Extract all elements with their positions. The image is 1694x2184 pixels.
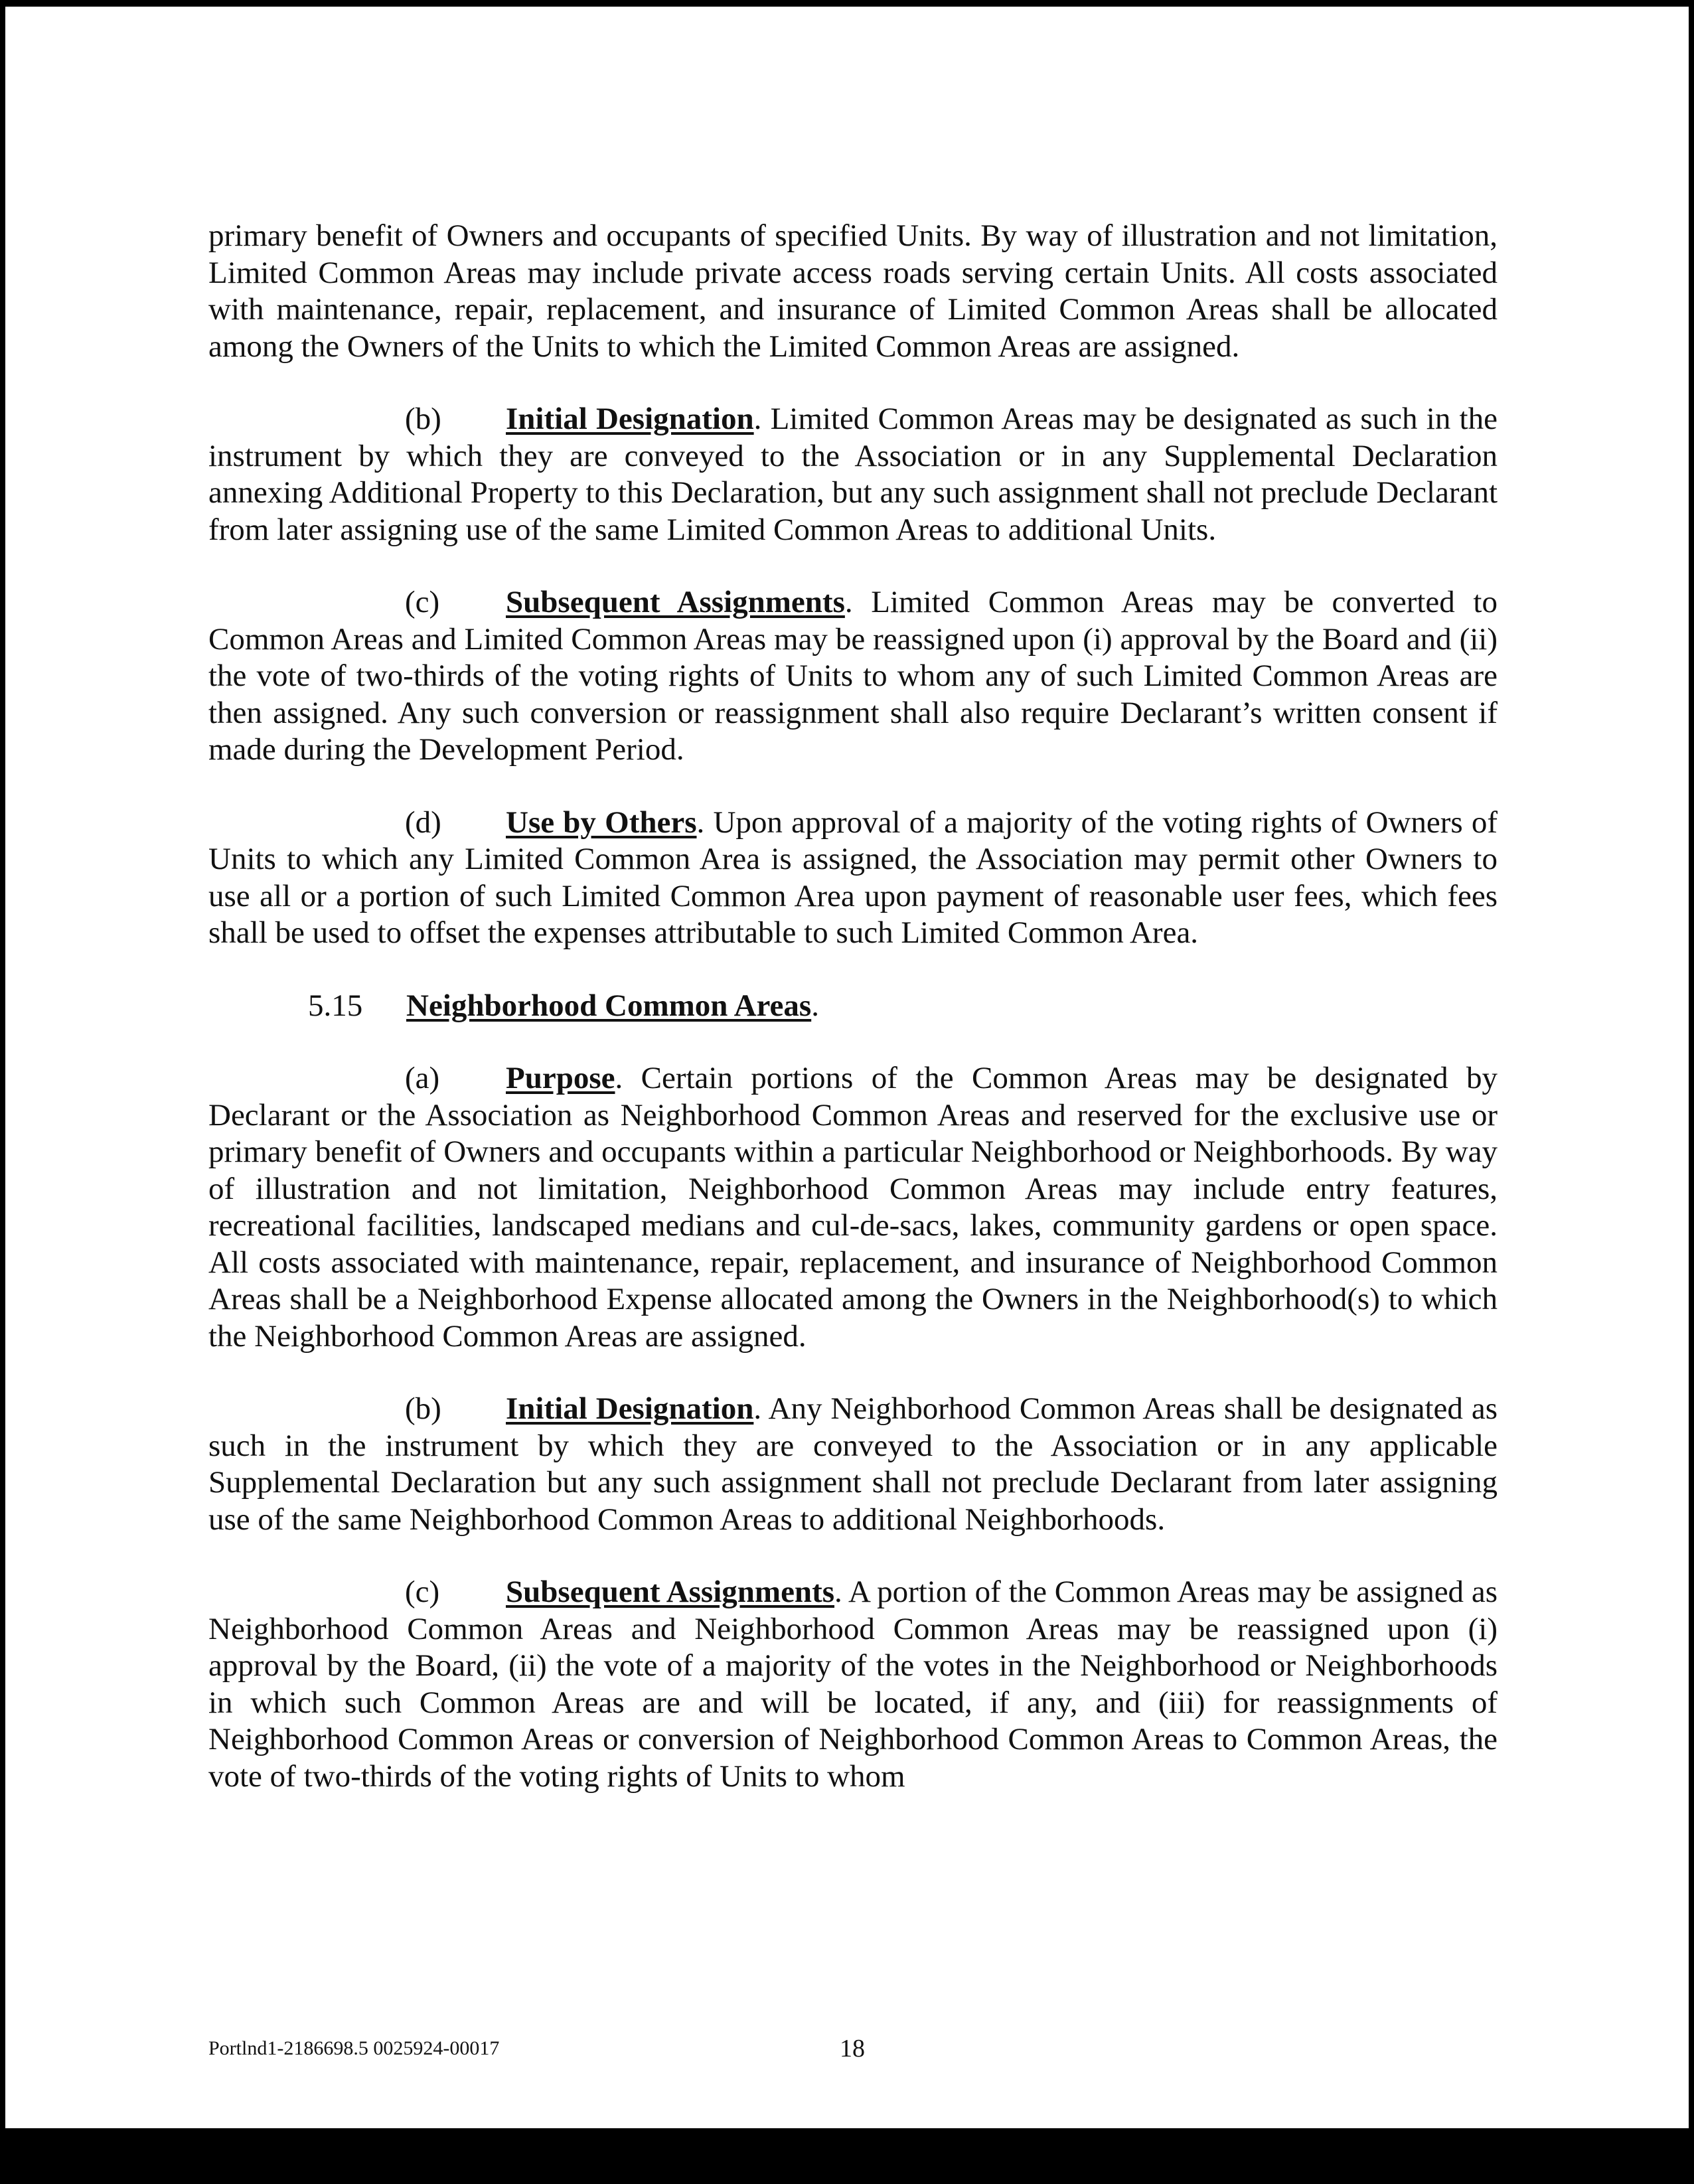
section-number: 5.15 (308, 988, 363, 1023)
paragraph-label: (c) (405, 585, 440, 619)
scan-border-left (0, 0, 5, 2184)
paragraph-text: . Certain portions of the Common Areas may be designated by Declarant or the Association as Neighborhood Common Areas and reserved for the exclusive use or primary benefit of Owners and occupants within a particular Neighborhood or Neighborhoods. By way of illustration and not limitation, Neighborhood Common Areas may include entry features, recreational facilities, landscaped medians and cul-de-sacs, lakes, community gardens or open space. All costs associated with maintenance, repair, replacement, and insurance of Neighborhood Common Areas shall be a Neighborhood Expense allocated among the Owners in the Neighborhood(s) to which the Neighborhood Common Areas are assigned. (208, 1061, 1498, 1354)
paragraph-label: (b) (405, 402, 441, 436)
paragraph-heading: Subsequent Assignments (506, 1575, 835, 1609)
paragraph-b-initial-designation (208, 401, 1498, 548)
scan-border-bottom (0, 2128, 1694, 2184)
scan-border-right (1689, 0, 1694, 2184)
scan-border-top (0, 0, 1694, 7)
paragraph-text: . Upon approval of a majority of the voting rights of Owners of Units to which any Limited Common Area is assigned, the Association may permit other Owners to use all or a portion of such Limited Common Area upon payment of reasonable user fees, which fees shall be used to offset the expenses attributable to such Limited Common Area. (208, 805, 1498, 950)
paragraph-label: (a) (405, 1061, 440, 1095)
paragraph-label: (d) (405, 805, 441, 840)
paragraph-heading: Subsequent Assignments (506, 585, 845, 619)
section-heading-5-15 (208, 988, 1498, 1025)
paragraph-text: . A portion of the Common Areas may be assigned as Neighborhood Common Areas and Neighborhood Common Areas may be reassigned upon (i) approval by the Board, (ii) the vote of a majority of the votes in the Neighborhood or Neighborhoods in which such Common Areas are and will be located, if any, and (iii) for reassignments of Neighborhood Common Areas or conversion of Neighborhood Common Areas to Common Areas, the vote of two-thirds of the voting rights of Units to whom (208, 1575, 1498, 1794)
paragraph-label: (c) (405, 1575, 440, 1609)
paragraph-c-subsequent-assignments (208, 584, 1498, 769)
paragraph-a-purpose (208, 1060, 1498, 1355)
paragraph-heading: Initial Designation (506, 1391, 754, 1426)
footer-document-id: Portlnd1-2186698.5 0025924-00017 (208, 2037, 500, 2059)
paragraph-d-use-by-others (208, 805, 1498, 952)
document-body (208, 218, 1498, 1831)
intro-paragraph: primary benefit of Owners and occupants of specified Units. By way of illustration and not limitation, Limited Common Areas may include private access roads serving certain Units. All costs associated with maintenance, repair, replacement, and insurance of Limited Common Areas shall be allocated among the Owners of the Units to which the Limited Common Areas are assigned. (208, 218, 1498, 364)
section-title: Neighborhood Common Areas (406, 988, 812, 1023)
paragraph-c-neighborhood-subsequent-assignments (208, 1574, 1498, 1795)
paragraph-label: (b) (405, 1391, 441, 1426)
paragraph-text: . Any Neighborhood Common Areas shall be designated as such in the instrument by which they are conveyed to the Association or in any applicable Supplemental Declaration but any such assignment shall not preclude Declarant from later assigning use of the same Neighborhood Common Areas to additional Neighborhoods. (208, 1391, 1498, 1537)
paragraph-heading: Initial Designation (506, 402, 754, 436)
paragraph-heading: Purpose (506, 1061, 615, 1095)
paragraph-text: . Limited Common Areas may be converted to Common Areas and Limited Common Areas may be reassigned upon (i) approval by the Board and (ii) the vote of two-thirds of the voting rights of Units to whom any of such Limited Common Areas are then assigned. Any such conversion or reassignment shall also require Declarant’s written consent if made during the Development Period. (208, 585, 1498, 767)
paragraph-text: . Limited Common Areas may be designated as such in the instrument by which they are conveyed to the Association or in any Supplemental Declaration annexing Additional Property to this Declaration, but any such assignment shall not preclude Declarant from later assigning use of the same Limited Common Areas to additional Units. (208, 402, 1498, 547)
paragraph-heading: Use by Others (506, 805, 697, 840)
footer-page-number: 18 (840, 2035, 865, 2063)
paragraph-b-neighborhood-initial-designation (208, 1391, 1498, 1538)
section-title-period: . (811, 988, 819, 1023)
